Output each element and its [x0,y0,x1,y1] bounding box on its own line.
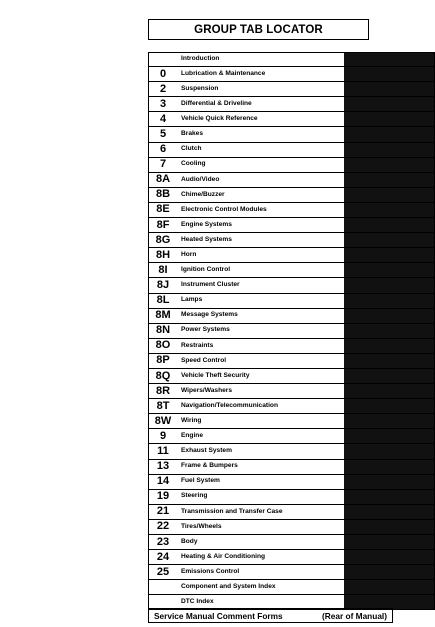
black-tab-marker[interactable] [344,580,434,594]
black-tab-marker[interactable] [344,67,434,81]
black-tab-marker[interactable] [344,263,434,277]
group-number: 8O [155,339,171,352]
black-tab-marker[interactable] [344,127,434,141]
group-row[interactable] [148,475,435,490]
group-label: Differential & Driveline [181,100,252,108]
footer-left-text: Service Manual Comment Forms [154,610,283,621]
group-row[interactable] [148,369,435,384]
group-row[interactable] [148,580,435,595]
group-number: 8I [158,263,168,276]
group-label: Electronic Control Modules [181,205,267,213]
group-number [149,580,177,594]
group-label: Transmission and Transfer Case [181,507,283,515]
group-label: Wiring [181,417,202,424]
group-row[interactable] [148,535,435,550]
footer-right-text: (Rear of Manual) [322,610,387,621]
group-label: Heated Systems [181,235,232,243]
group-label: Speed Control [181,356,227,364]
group-number: 8H [155,248,171,261]
group-number: 25 [156,565,170,578]
group-number: 24 [156,550,170,563]
group-row[interactable] [148,460,435,475]
group-label: Lubrication & Maintenance [181,69,266,77]
black-tab-marker[interactable] [344,475,434,489]
group-number: 14 [156,475,170,488]
group-label: Body [181,537,198,545]
group-row[interactable] [148,444,435,459]
group-row[interactable] [148,550,435,565]
group-number: 5 [159,128,167,141]
black-tab-marker[interactable] [344,339,434,353]
black-tab-marker[interactable] [344,444,434,458]
group-label: Clutch [181,145,202,153]
group-row[interactable] [148,203,435,218]
group-number: 8L [156,294,170,307]
group-number: 8A [155,173,171,186]
group-number: 8Q [155,369,171,382]
group-row[interactable] [148,82,435,97]
group-number: 9 [159,429,167,442]
black-tab-marker[interactable] [344,505,434,519]
group-number: 22 [156,520,170,533]
group-label: Ignition Control [181,266,231,274]
group-row[interactable] [148,173,435,188]
group-label: Suspension [181,84,219,92]
group-number: 2 [159,82,167,95]
group-row[interactable] [148,399,435,414]
black-tab-marker[interactable] [344,414,434,428]
group-label: Emissions Control [181,567,240,575]
black-tab-marker[interactable] [344,354,434,368]
group-label: Tires/Wheels [181,522,222,530]
group-row[interactable] [148,278,435,293]
group-row[interactable] [148,505,435,520]
group-number: 8E [156,203,170,216]
group-row[interactable] [148,324,435,339]
group-label: Vehicle Theft Security [181,371,250,379]
group-row[interactable] [148,97,435,112]
group-number: 19 [156,490,170,503]
group-number: 21 [156,505,170,518]
group-row[interactable] [148,248,435,263]
group-label: Steering [181,492,208,500]
group-label: Wipers/Washers [181,386,232,394]
group-number: 4 [159,112,167,125]
group-label: Heating & Air Conditioning [181,552,265,560]
black-tab-marker[interactable] [344,203,434,217]
group-number: 6 [159,143,167,156]
group-label: Lamps [181,296,203,304]
group-row[interactable] [148,188,435,203]
group-number: 8M [155,309,171,322]
group-number: 8R [155,384,171,397]
group-number: 8W [154,414,172,427]
group-label: Message Systems [181,311,238,319]
group-label: DTC Index [181,598,214,606]
group-label: Restraints [181,341,214,349]
group-number: 8T [156,399,170,412]
black-tab-marker[interactable] [344,369,434,383]
black-tab-marker[interactable] [344,294,434,308]
group-label: Fuel System [181,477,220,485]
group-row[interactable] [148,263,435,278]
group-number: 23 [156,535,170,548]
group-label: Cooling [181,160,206,168]
group-row[interactable] [148,158,435,173]
black-tab-marker[interactable] [344,429,434,443]
black-tab-marker[interactable] [344,158,434,172]
black-tab-marker[interactable] [344,490,434,504]
group-number: 7 [159,158,167,171]
group-row[interactable] [148,218,435,233]
group-row[interactable] [148,309,435,324]
group-row[interactable] [148,354,435,369]
black-tab-marker[interactable] [344,82,434,96]
black-tab-marker[interactable] [344,550,434,564]
group-label: Component and System Index [181,583,276,591]
group-label: Power Systems [181,326,230,334]
black-tab-marker[interactable] [344,173,434,187]
group-row[interactable] [148,414,435,429]
group-label: Exhaust System [181,447,232,455]
black-tab-marker[interactable] [344,53,434,66]
black-tab-marker[interactable] [344,233,434,247]
group-label: Frame & Bumpers [181,462,238,470]
group-row[interactable] [148,127,435,142]
black-tab-marker[interactable] [344,565,434,579]
black-tab-marker[interactable] [344,535,434,549]
group-number: 8J [156,278,170,291]
group-label: Chime/Buzzer [181,190,225,198]
group-row[interactable] [148,233,435,248]
group-label: Introduction [181,55,220,63]
group-number: 8P [156,354,170,367]
group-label: Vehicle Quick Reference [181,115,258,123]
group-label: Instrument Cluster [181,281,240,289]
group-label: Navigation/Telecommunication [181,401,278,409]
group-row[interactable] [148,490,435,505]
group-row[interactable] [148,520,435,535]
black-tab-marker[interactable] [344,188,434,202]
group-row[interactable] [148,294,435,309]
black-tab-marker[interactable] [344,278,434,292]
group-row[interactable] [148,52,435,67]
group-label: Engine Systems [181,220,232,228]
group-label: Brakes [181,130,203,138]
black-tab-marker[interactable] [344,248,434,262]
group-number [149,53,177,66]
group-number: 3 [159,97,167,110]
footer-row[interactable] [148,608,393,623]
group-number: 8N [155,324,171,337]
group-row[interactable] [148,112,435,127]
page-title: GROUP TAB LOCATOR [148,19,369,40]
group-row[interactable] [148,339,435,354]
black-tab-marker[interactable] [344,399,434,413]
black-tab-marker[interactable] [344,384,434,398]
group-label: Audio/Video [181,175,220,183]
group-number: 8G [155,233,171,246]
group-row[interactable] [148,67,435,82]
black-tab-marker[interactable] [344,143,434,157]
black-tab-marker[interactable] [344,460,434,474]
black-tab-marker[interactable] [344,324,434,338]
group-row[interactable] [148,429,435,444]
black-tab-marker[interactable] [344,309,434,323]
group-row[interactable] [148,565,435,580]
black-tab-marker[interactable] [344,218,434,232]
black-tab-marker[interactable] [344,112,434,126]
group-number: 8F [156,218,170,231]
group-number: 0 [159,67,167,80]
group-label: Horn [181,250,197,258]
black-tab-marker[interactable] [344,520,434,534]
group-tab-list [148,52,435,610]
group-number: 11 [157,444,169,457]
group-number: 8B [155,188,171,201]
group-row[interactable] [148,384,435,399]
group-number: 13 [156,460,170,473]
group-label: Engine [181,432,203,440]
group-row[interactable] [148,143,435,158]
black-tab-marker[interactable] [344,97,434,111]
